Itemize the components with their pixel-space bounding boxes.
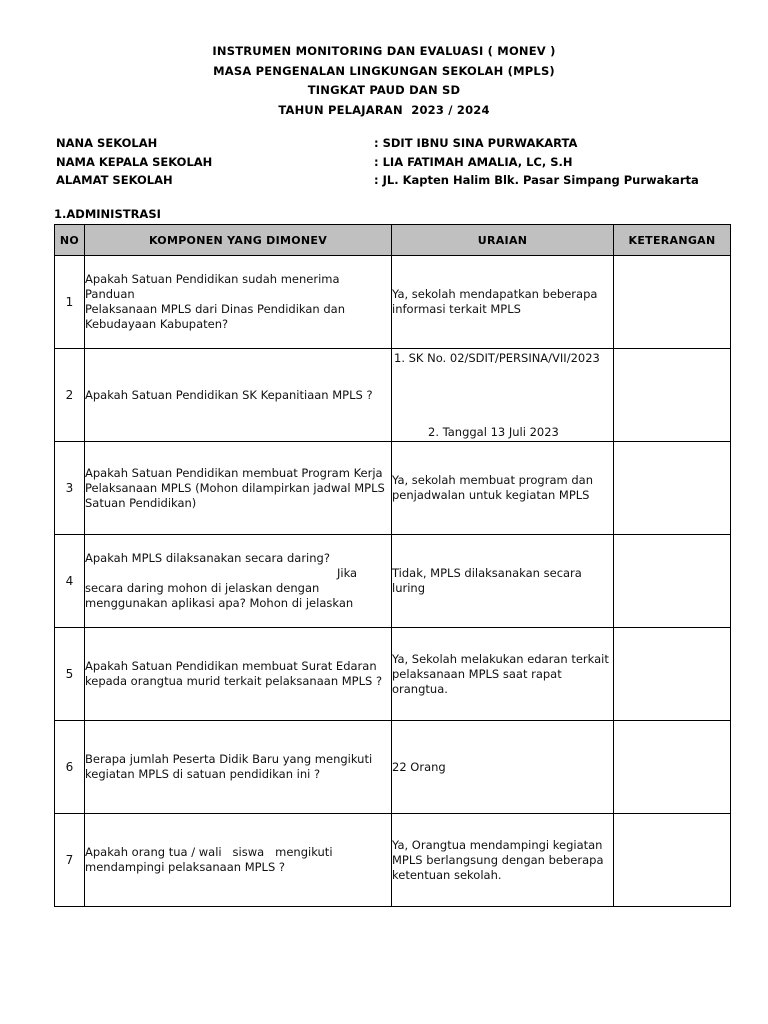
komponen-cell [85,442,392,535]
info-row-school-name [56,134,756,153]
info-label: NANA SEKOLAH [56,136,158,150]
info-label: ALAMAT SEKOLAH [56,173,173,187]
table-row [55,814,731,907]
table-row [55,535,731,628]
table-row [55,628,731,721]
uraian-line: Tidak, MPLS dilaksanakan secara [392,566,582,580]
komponen-line: Pelaksanaan MPLS (Mohon dilampirkan jadwal MPLS [85,480,385,495]
table-row [55,721,731,814]
title-line-3: TINGKAT PAUD DAN SD [307,83,461,97]
header-keterangan: KETERANGAN [614,225,731,256]
row-number: 7 [55,814,85,907]
komponen-line: Apakah Satuan Pendidikan sudah menerima Panduan [85,272,340,301]
keterangan-cell [614,442,731,535]
komponen-line: kepada orangtua murid terkait pelaksanaan MPLS ? [85,674,383,688]
komponen-line: Satuan Pendidikan) [85,495,197,510]
row-number: 3 [55,442,85,535]
komponen-line: Apakah orang tua / wali siswa mengikuti [85,845,333,859]
uraian-line: penjadwalan untuk kegiatan MPLS [392,488,590,502]
keterangan-cell [614,256,731,349]
info-value: : LIA FATIMAH AMALIA, LC, S.H [374,154,573,169]
komponen-cell [85,535,392,628]
uraian-line: 22 Orang [392,759,446,774]
row-number: 5 [55,628,85,721]
keterangan-cell [614,535,731,628]
komponen-line: Apakah Satuan Pendidikan SK Kepanitiaan MPLS ? [85,387,373,402]
komponen-line: Berapa jumlah Peserta Didik Baru yang mengikuti [85,752,373,766]
header-uraian: URAIAN [392,225,614,256]
info-row-address [56,171,756,190]
komponen-line: Apakah MPLS dilaksanakan secara daring? [85,551,330,565]
komponen-cell [85,349,392,442]
info-label: NAMA KEPALA SEKOLAH [56,154,213,169]
komponen-cell [85,721,392,814]
komponen-line: Apakah Satuan Pendidikan membuat Surat Edaran [85,659,377,673]
row-number: 6 [55,721,85,814]
keterangan-cell [614,349,731,442]
komponen-cell [85,628,392,721]
uraian-cell [392,535,614,628]
komponen-line: Jika [337,566,358,580]
komponen-line: secara daring mohon di jelaskan dengan [85,581,320,595]
title-line-2: MASA PENGENALAN LINGKUNGAN SEKOLAH (MPLS) [213,63,555,78]
uraian-cell [392,814,614,907]
uraian-line: Ya, Sekolah melakukan edaran terkait [392,651,609,666]
uraian-line: ketentuan sekolah. [392,867,502,882]
keterangan-cell [614,721,731,814]
komponen-line: Pelaksanaan MPLS dari Dinas Pendidikan dan [85,302,346,316]
monev-table [54,224,731,907]
uraian-cell [392,442,614,535]
komponen-line: menggunakan aplikasi apa? Mohon di jelaskan [85,596,354,610]
uraian-line: luring [392,581,425,595]
komponen-cell [85,256,392,349]
uraian-line: pelaksanaan MPLS saat rapat [392,666,562,681]
row-number: 4 [55,535,85,628]
info-value: : SDIT IBNU SINA PURWAKARTA [374,136,578,150]
uraian-line: Ya, sekolah membuat program dan [392,473,593,487]
title-line-4: TAHUN PELAJARAN 2023 / 2024 [278,102,490,117]
header-komponen: KOMPONEN YANG DIMONEV [85,225,392,256]
info-value: : JL. Kapten Halim Blk. Pasar Simpang Purwakarta [374,173,699,187]
komponen-line: Apakah Satuan Pendidikan membuat Program Kerja [85,465,383,480]
uraian-line: Ya, sekolah mendapatkan beberapa [392,287,598,301]
uraian-line: 1. SK No. 02/SDIT/PERSINA/VII/2023 [394,351,600,365]
uraian-cell [392,349,614,442]
uraian-cell [392,628,614,721]
uraian-cell [392,256,614,349]
uraian-line: orangtua. [392,681,448,696]
uraian-cell [392,721,614,814]
uraian-line: Ya, Orangtua mendampingi kegiatan [392,837,603,852]
document-title [0,42,768,120]
komponen-line: kegiatan MPLS di satuan pendidikan ini ? [85,767,321,781]
info-row-principal [56,153,756,172]
uraian-line: 2. Tanggal 13 Juli 2023 [428,425,559,439]
row-number: 2 [55,349,85,442]
table-row [55,442,731,535]
table-header-row [55,225,731,256]
uraian-line: MPLS berlangsung dengan beberapa [392,852,604,867]
header-no: NO [55,225,85,256]
table-row [55,349,731,442]
title-line-1: INSTRUMEN MONITORING DAN EVALUASI ( MONEV ) [212,44,556,58]
uraian-line: informasi terkait MPLS [392,302,521,316]
komponen-cell [85,814,392,907]
table-row [55,256,731,349]
komponen-line: mendampingi pelaksanaan MPLS ? [85,860,286,874]
row-number: 1 [55,256,85,349]
komponen-line: Kebudayaan Kabupaten? [85,317,229,331]
school-info [56,134,756,190]
keterangan-cell [614,628,731,721]
section-title: 1.ADMINISTRASI [54,207,161,221]
keterangan-cell [614,814,731,907]
